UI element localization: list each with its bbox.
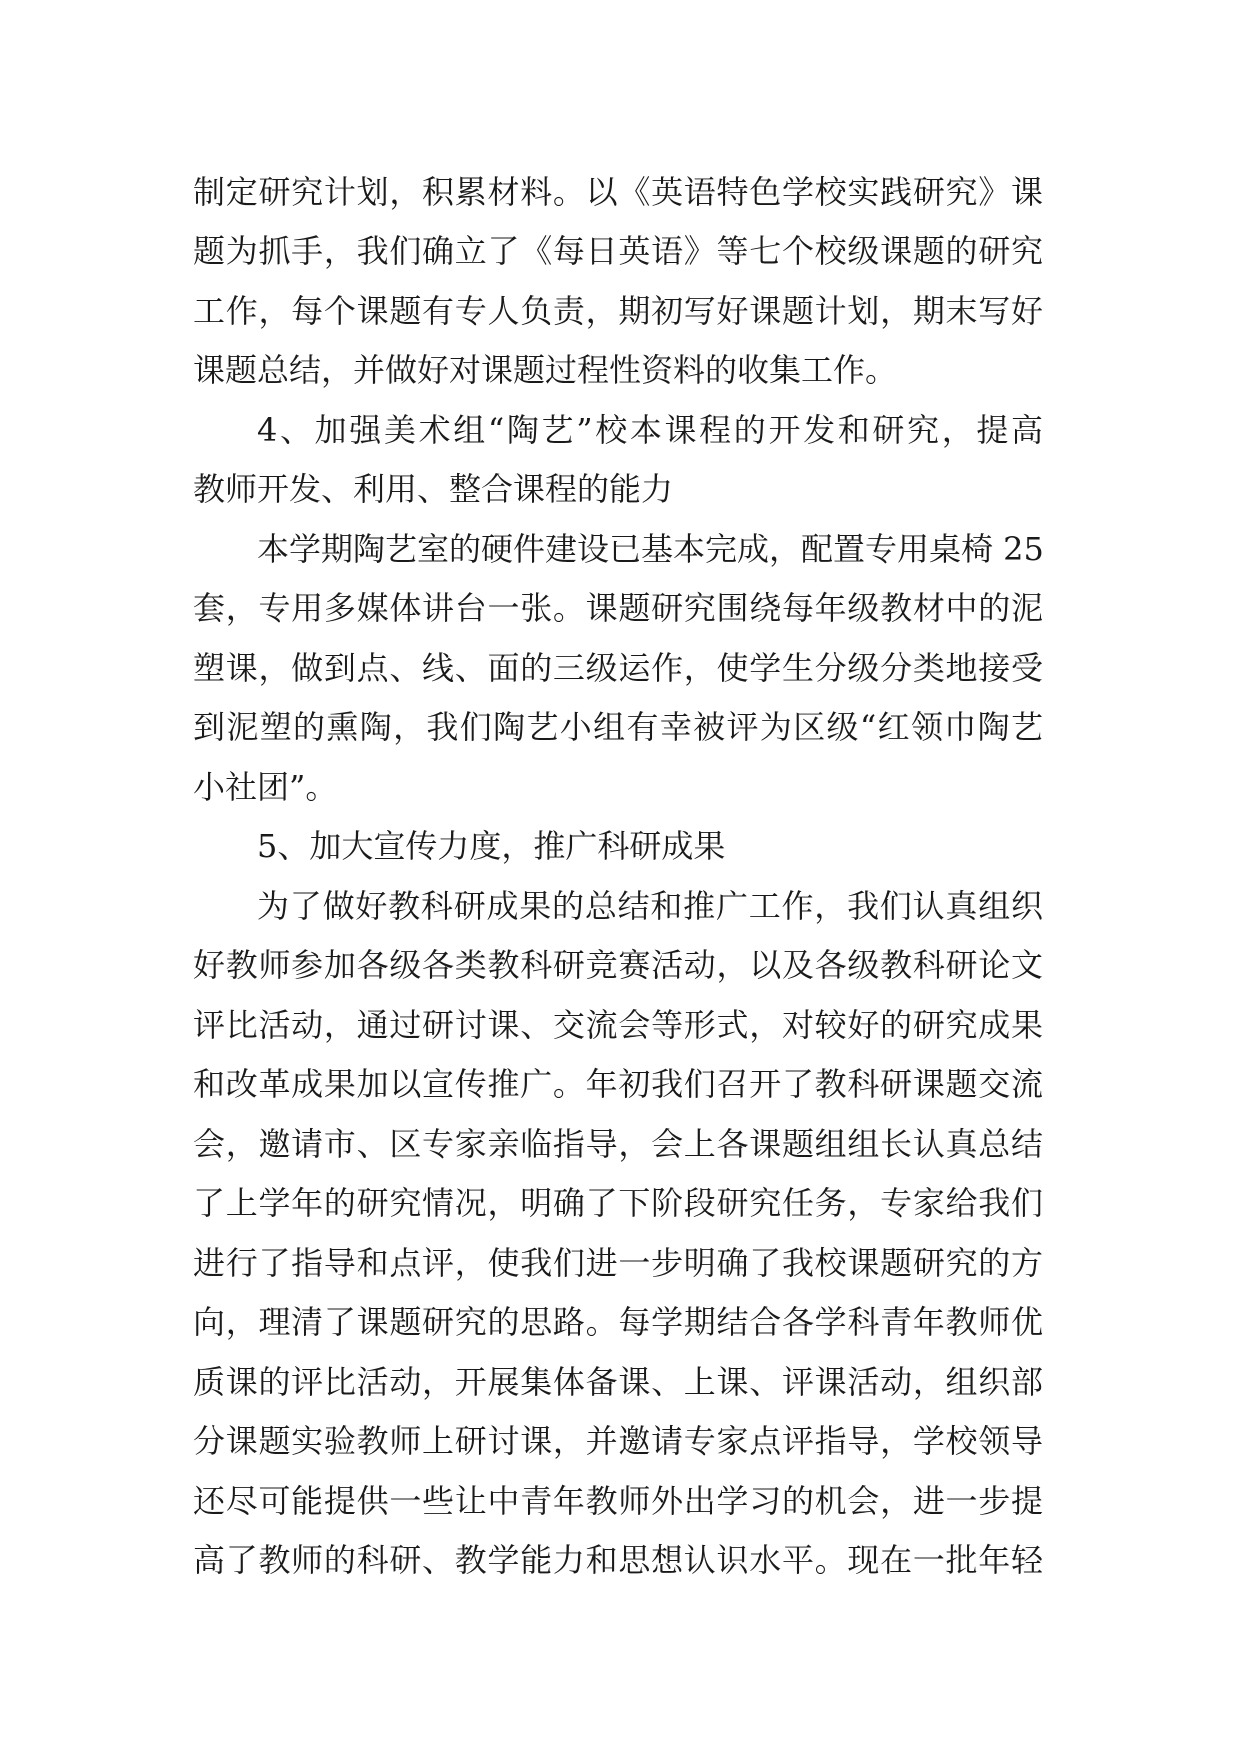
- text-line: 了上学年的研究情况，明确了下阶段研究任务，专家给我们: [193, 1184, 1043, 1222]
- section-heading-4-continued: 教师开发、利用、整合课程的能力: [193, 470, 674, 508]
- text-line: 到泥塑的熏陶，我们陶艺小组有幸被评为区级“红领巾陶艺: [193, 708, 1043, 746]
- text-line: 进行了指导和点评，使我们进一步明确了我校课题研究的方: [193, 1244, 1043, 1282]
- text-line: 和改革成果加以宣传推广。年初我们召开了教科研课题交流: [193, 1065, 1043, 1103]
- text-line: 分课题实验教师上研讨课，并邀请专家点评指导，学校领导: [193, 1422, 1043, 1460]
- text-line: 质课的评比活动，开展集体备课、上课、评课活动，组织部: [193, 1363, 1043, 1401]
- text-line: 高了教师的科研、教学能力和思想认识水平。现在一批年轻: [193, 1541, 1043, 1579]
- text-line: 套，专用多媒体讲台一张。课题研究围绕每年级教材中的泥: [193, 589, 1043, 627]
- text-line: 为了做好教科研成果的总结和推广工作，我们认真组织: [257, 887, 1043, 925]
- text-line: 还尽可能提供一些让中青年教师外出学习的机会，进一步提: [193, 1482, 1043, 1520]
- text-line: 向，理清了课题研究的思路。每学期结合各学科青年教师优: [193, 1303, 1043, 1341]
- text-line: 题为抓手，我们确立了《每日英语》等七个校级课题的研究: [193, 232, 1043, 270]
- text-line: 工作，每个课题有专人负责，期初写好课题计划，期末写好: [193, 292, 1043, 330]
- text-line: 制定研究计划，积累材料。以《英语特色学校实践研究》课: [193, 173, 1043, 211]
- text-line: 评比活动，通过研讨课、交流会等形式，对较好的研究成果: [193, 1006, 1043, 1044]
- text-line: 好教师参加各级各类教科研竞赛活动，以及各级教科研论文: [193, 946, 1043, 984]
- section-heading-4: 4、加强美术组“陶艺”校本课程的开发和研究，提高: [257, 411, 1043, 449]
- text-line: 小社团”。: [193, 768, 338, 806]
- text-line: 课题总结，并做好对课题过程性资料的收集工作。: [193, 351, 898, 389]
- text-line: 会，邀请市、区专家亲临指导，会上各课题组组长认真总结: [193, 1125, 1043, 1163]
- text-line: 塑课，做到点、线、面的三级运作，使学生分级分类地接受: [193, 649, 1043, 687]
- text-line: 本学期陶艺室的硬件建设已基本完成，配置专用桌椅 25: [257, 530, 1044, 568]
- section-heading-5: 5、加大宣传力度，推广科研成果: [257, 827, 726, 865]
